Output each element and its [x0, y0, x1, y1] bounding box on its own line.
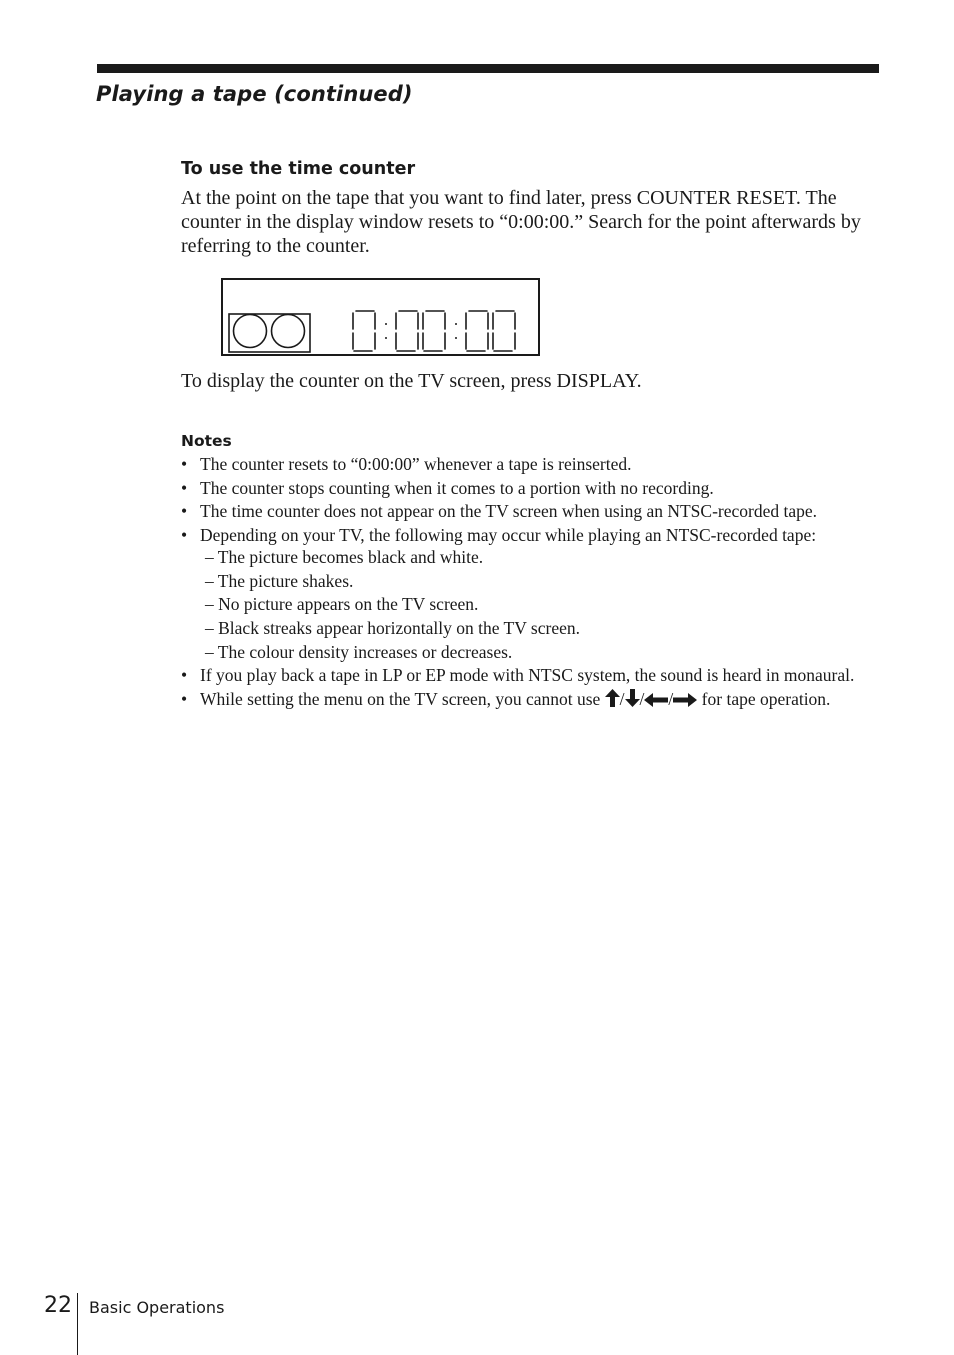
bullet: • — [181, 524, 188, 545]
main-content — [181, 156, 881, 712]
note-text: The counter resets to “0:00:00” whenever a tape is reinserted. — [200, 454, 632, 474]
page-number: 22 — [44, 1293, 72, 1318]
bullet: • — [181, 477, 188, 498]
tape-reels-icon — [229, 314, 310, 352]
symptom-list — [200, 547, 880, 662]
arrow-left-icon — [644, 693, 668, 707]
counter-colon — [385, 323, 387, 339]
note-text: If you play back a tape in LP or EP mode with NTSC system, the sound is heard in monaural. — [200, 665, 855, 686]
note-item — [181, 525, 880, 663]
note-text: The counter stops counting when it comes to a portion with no recording. — [200, 477, 714, 498]
display-instruction: To display the counter on the TV screen, press DISPLAY. — [181, 370, 642, 392]
note-item — [181, 501, 880, 522]
separator: / — [639, 688, 645, 709]
symptom-item: – The colour density increases or decreases. — [205, 641, 513, 662]
footer-section-name: Basic Operations — [89, 1298, 225, 1317]
counter-digits — [353, 311, 515, 351]
counter-digit — [423, 311, 445, 351]
separator: / — [619, 688, 625, 709]
note-text: Depending on your TV, the following may occur while playing an NTSC-recorded tape: — [200, 524, 817, 545]
notes-heading: Notes — [181, 432, 232, 450]
symptom-item: – The picture becomes black and white. — [205, 547, 484, 567]
footer-rule — [77, 1293, 78, 1355]
symptom-item: – Black streaks appear horizontally on the TV screen. — [205, 618, 580, 639]
note-item — [181, 478, 880, 499]
counter-digit — [466, 311, 488, 351]
note-text: The time counter does not appear on the TV screen when using an NTSC-recorded tape. — [200, 501, 818, 521]
counter-digit — [353, 311, 375, 351]
symptom-item: – The picture shakes. — [205, 570, 354, 591]
note-item — [181, 665, 880, 686]
arrow-down-icon — [625, 689, 640, 707]
note-item — [181, 454, 880, 475]
arrow-up-icon — [605, 689, 620, 707]
bullet: • — [181, 454, 188, 474]
arrow-right-icon — [673, 693, 697, 707]
section-heading: To use the time counter — [181, 159, 416, 179]
bullet: • — [181, 501, 188, 521]
counter-display-illustration — [221, 278, 540, 356]
note-text-prefix: While setting the menu on the TV screen, you cannot use — [200, 688, 605, 709]
top-rule — [97, 64, 879, 73]
symptom-item: – No picture appears on the TV screen. — [205, 594, 479, 615]
counter-digit — [493, 311, 515, 351]
note-item — [181, 689, 880, 710]
counter-digit — [396, 311, 418, 351]
instruction-paragraph: At the point on the tape that you want to find later, press COUNTER RESET. The counter in the display window resets to “0:00:00.” Search for the point afterwards by referring to the counter. — [181, 187, 861, 257]
bullet: • — [181, 688, 188, 709]
counter-colon — [455, 323, 457, 339]
notes-list — [181, 454, 881, 709]
separator: / — [668, 688, 674, 709]
page-title: Playing a tape (continued) — [96, 82, 413, 106]
display-window-graphic — [223, 280, 542, 358]
bullet: • — [181, 665, 188, 686]
note-text-suffix: for tape operation. — [697, 688, 831, 709]
